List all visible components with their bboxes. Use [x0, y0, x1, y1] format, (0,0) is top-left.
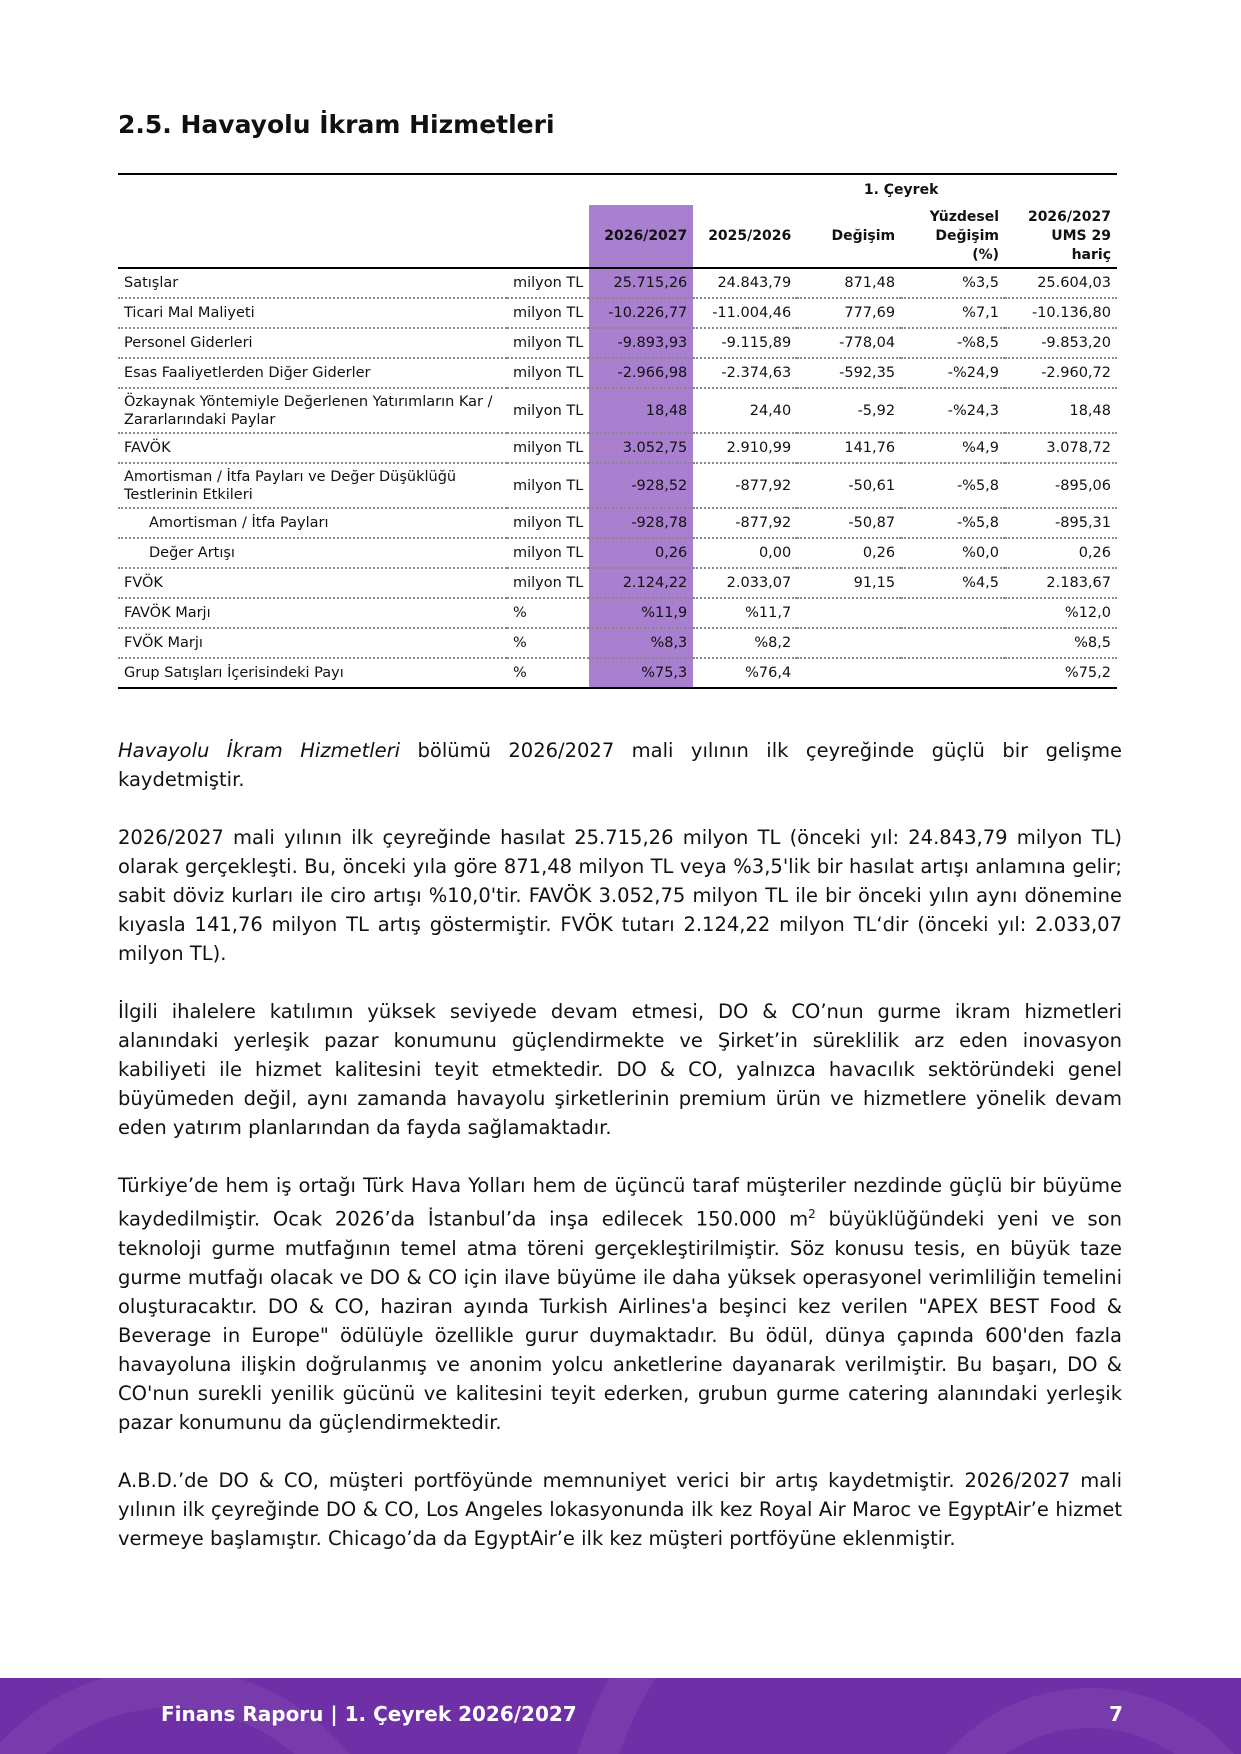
table-cell: -2.374,63 [693, 358, 797, 388]
table-cell: 2.183,67 [1005, 568, 1117, 598]
table-cell: -%5,8 [901, 508, 1005, 538]
table-cell: -895,06 [1005, 463, 1117, 508]
page-number: 7 [1109, 1702, 1123, 1726]
row-unit: milyon TL [507, 298, 589, 328]
column-header: 2025/2026 [693, 205, 797, 268]
row-unit: milyon TL [507, 568, 589, 598]
column-header: Değişim [797, 205, 901, 268]
row-label: Amortisman / İtfa Payları ve Değer Düşüklüğü Testlerinin Etkileri [118, 463, 507, 508]
table-cell [901, 598, 1005, 628]
table-header-row [118, 205, 1117, 268]
table-row [118, 658, 1117, 688]
table-cell: 25.604,03 [1005, 268, 1117, 298]
table-cell: -10.136,80 [1005, 298, 1117, 328]
section-title: 2.5. Havayolu İkram Hizmetleri [118, 110, 555, 139]
table-cell: -9.115,89 [693, 328, 797, 358]
paragraph-text: Türkiye’de hem iş ortağı Türk Hava Yolları hem de üçüncü taraf müşteriler nezdinde güçlü bir büyüme kaydedilmiştir. Ocak 2026’da İstanbul’da inşa edilecek 150.000 m [118, 1174, 1122, 1231]
paragraph [118, 1171, 1122, 1437]
table-cell: %11,7 [693, 598, 797, 628]
table-cell: 24.843,79 [693, 268, 797, 298]
table-cell: 2.033,07 [693, 568, 797, 598]
row-label: Ticari Mal Maliyeti [118, 298, 507, 328]
table-row [118, 463, 1117, 508]
table-cell: %3,5 [901, 268, 1005, 298]
table-cell: 25.715,26 [589, 268, 693, 298]
table-cell: %7,1 [901, 298, 1005, 328]
financial-table [118, 173, 1117, 689]
table-cell: -2.960,72 [1005, 358, 1117, 388]
row-label: FVÖK Marjı [118, 628, 507, 658]
table-cell: -50,61 [797, 463, 901, 508]
table-row [118, 328, 1117, 358]
row-label: FVÖK [118, 568, 507, 598]
table-cell: -928,78 [589, 508, 693, 538]
row-label: Değer Artışı [118, 538, 507, 568]
table-cell: %4,5 [901, 568, 1005, 598]
row-unit: % [507, 628, 589, 658]
table-cell: -%24,9 [901, 358, 1005, 388]
table-cell: %76,4 [693, 658, 797, 688]
paragraph: 2026/2027 mali yılının ilk çeyreğinde hasılat 25.715,26 milyon TL (önceki yıl: 24.843,79 milyon TL) olarak gerçekleşti. Bu, önceki yıla göre 871,48 milyon TL veya %3,5'lik bir hasılat artışı anlamına gelir; sabit döviz kurları ile ciro artışı %10,0'tir. FAVÖK 3.052,75 milyon TL ile bir önceki yılın aynı dönemine kıyasla 141,76 milyon TL artış göstermiştir. FVÖK tutarı 2.124,22 milyon TL‘dir (önceki yıl: 2.033,07 milyon TL). [118, 826, 1122, 965]
table-cell: 777,69 [797, 298, 901, 328]
table-row [118, 358, 1117, 388]
table-cell: 0,26 [797, 538, 901, 568]
table-row [118, 598, 1117, 628]
table-cell: -5,92 [797, 388, 901, 433]
row-unit: % [507, 658, 589, 688]
table-cell [797, 658, 901, 688]
table-cell: -11.004,46 [693, 298, 797, 328]
column-header: 2026/2027 UMS 29 hariç [1005, 205, 1117, 268]
table-cell: %8,2 [693, 628, 797, 658]
table-cell: %12,0 [1005, 598, 1117, 628]
row-unit: % [507, 598, 589, 628]
table-cell: 24,40 [693, 388, 797, 433]
table-cell: -2.966,98 [589, 358, 693, 388]
table-cell: -50,87 [797, 508, 901, 538]
table-row [118, 388, 1117, 433]
table-row [118, 538, 1117, 568]
row-unit: milyon TL [507, 508, 589, 538]
table-cell: -%5,8 [901, 463, 1005, 508]
body-text [118, 736, 1122, 1582]
superscript: 2 [808, 1207, 816, 1221]
table-cell: %4,9 [901, 433, 1005, 463]
column-header: 2026/2027 [589, 205, 693, 268]
table-cell: -895,31 [1005, 508, 1117, 538]
table-cell: 3.078,72 [1005, 433, 1117, 463]
table-cell: %75,3 [589, 658, 693, 688]
table-cell: -9.893,93 [589, 328, 693, 358]
footer-band [0, 1678, 1241, 1754]
row-label: Personel Giderleri [118, 328, 507, 358]
table-cell: 0,26 [1005, 538, 1117, 568]
table-cell: %8,5 [1005, 628, 1117, 658]
paragraph-text: büyüklüğündeki yeni ve son teknoloji gurme mutfağının temel atma töreni gerçekleştirilmiştir. Söz konusu tesis, en büyük taze gurme mutfağı olacak ve DO & CO için ilave büyüme ile daha yüksek operasyonel verimliliğin temelini oluşturacaktır. DO & CO, haziran ayında Turkish Airlines'a beşinci kez verilen "APEX BEST Food & Beverage in Europe" ödülüyle özellikle gurur duymaktadır. Bu ödül, dünya çapında 600'den fazla havayoluna ilişkin doğrulanmış ve anonim yolcu anketlerine dayanarak verilmiştir. Bu başarı, DO & CO'nun surekli yenilik gücünü ve kalitesini teyit ederken, grubun gurme catering alanındaki yerleşik pazar konumunu da güçlendirmektedir. [118, 1207, 1122, 1434]
table-cell: 141,76 [797, 433, 901, 463]
table-cell: -%24,3 [901, 388, 1005, 433]
table-cell: -928,52 [589, 463, 693, 508]
table-cell: 871,48 [797, 268, 901, 298]
row-label: Amortisman / İtfa Payları [118, 508, 507, 538]
table-cell: -877,92 [693, 463, 797, 508]
segment-name: Havayolu İkram Hizmetleri [118, 739, 401, 762]
row-unit: milyon TL [507, 463, 589, 508]
table-cell: -%8,5 [901, 328, 1005, 358]
table-row [118, 628, 1117, 658]
table-row [118, 433, 1117, 463]
table-cell: 0,00 [693, 538, 797, 568]
table-header-quarter-row [118, 174, 1117, 205]
table-cell: -778,04 [797, 328, 901, 358]
row-label: Esas Faaliyetlerden Diğer Giderler [118, 358, 507, 388]
row-label: Grup Satışları İçerisindeki Payı [118, 658, 507, 688]
row-unit: milyon TL [507, 538, 589, 568]
paragraph-text: bölümü 2026/2027 mali yılının ilk çeyreğinde güçlü bir gelişme kaydetmiştir. [118, 739, 1122, 791]
table-row [118, 268, 1117, 298]
column-header: Yüzdesel Değişim (%) [901, 205, 1005, 268]
row-unit: milyon TL [507, 433, 589, 463]
row-unit: milyon TL [507, 358, 589, 388]
table-cell: 18,48 [1005, 388, 1117, 433]
table-cell: 2.910,99 [693, 433, 797, 463]
footer-title: Finans Raporu | 1. Çeyrek 2026/2027 [161, 1702, 577, 1726]
table-row [118, 298, 1117, 328]
table-row [118, 508, 1117, 538]
table-cell: -10.226,77 [589, 298, 693, 328]
table-cell [797, 628, 901, 658]
quarter-label: 1. Çeyrek [797, 174, 1005, 205]
table-cell: %0,0 [901, 538, 1005, 568]
table-cell [901, 628, 1005, 658]
table-cell: -592,35 [797, 358, 901, 388]
table-cell: -9.853,20 [1005, 328, 1117, 358]
table-cell: 91,15 [797, 568, 901, 598]
paragraph [118, 736, 1122, 794]
table-cell [797, 598, 901, 628]
row-label: FAVÖK Marjı [118, 598, 507, 628]
row-unit: milyon TL [507, 328, 589, 358]
table-cell [901, 658, 1005, 688]
paragraph: A.B.D.’de DO & CO, müşteri portföyünde memnuniyet verici bir artış kaydetmiştir. 2026/2027 mali yılının ilk çeyreğinde DO & CO, Los Angeles lokasyonunda ilk kez Royal Air Maroc ve EgyptAir’e hizmet vermeye başlamıştır. Chicago’da da EgyptAir’e ilk kez müşteri portföyüne eklenmiştir. [118, 1468, 1122, 1550]
table-cell: %75,2 [1005, 658, 1117, 688]
table-row [118, 568, 1117, 598]
table-cell: 3.052,75 [589, 433, 693, 463]
table-cell: %8,3 [589, 628, 693, 658]
table-cell: 2.124,22 [589, 568, 693, 598]
table-cell: %11,9 [589, 598, 693, 628]
table-cell: 18,48 [589, 388, 693, 433]
row-unit: milyon TL [507, 268, 589, 298]
row-label: Satışlar [118, 268, 507, 298]
row-label: FAVÖK [118, 433, 507, 463]
table-cell: -877,92 [693, 508, 797, 538]
paragraph: İlgili ihalelere katılımın yüksek seviyede devam etmesi, DO & CO’nun gurme ikram hizmetleri alanındaki yerleşik pazar konumunu güçlendirmekte ve Şirket’in süreklilik arz eden inovasyon kabiliyeti ile hizmet kalitesini teyit etmektedir. DO & CO, yalnızca havacılık sektöründeki genel büyümeden değil, aynı zamanda havayolu şirketlerinin premium ürün ve hizmetlere yönelik devam eden yatırım planlarından da fayda sağlamaktadır. [118, 1000, 1122, 1139]
row-unit: milyon TL [507, 388, 589, 433]
table-cell: 0,26 [589, 538, 693, 568]
row-label: Özkaynak Yöntemiyle Değerlenen Yatırımların Kar / Zararlarındaki Paylar [118, 388, 507, 433]
